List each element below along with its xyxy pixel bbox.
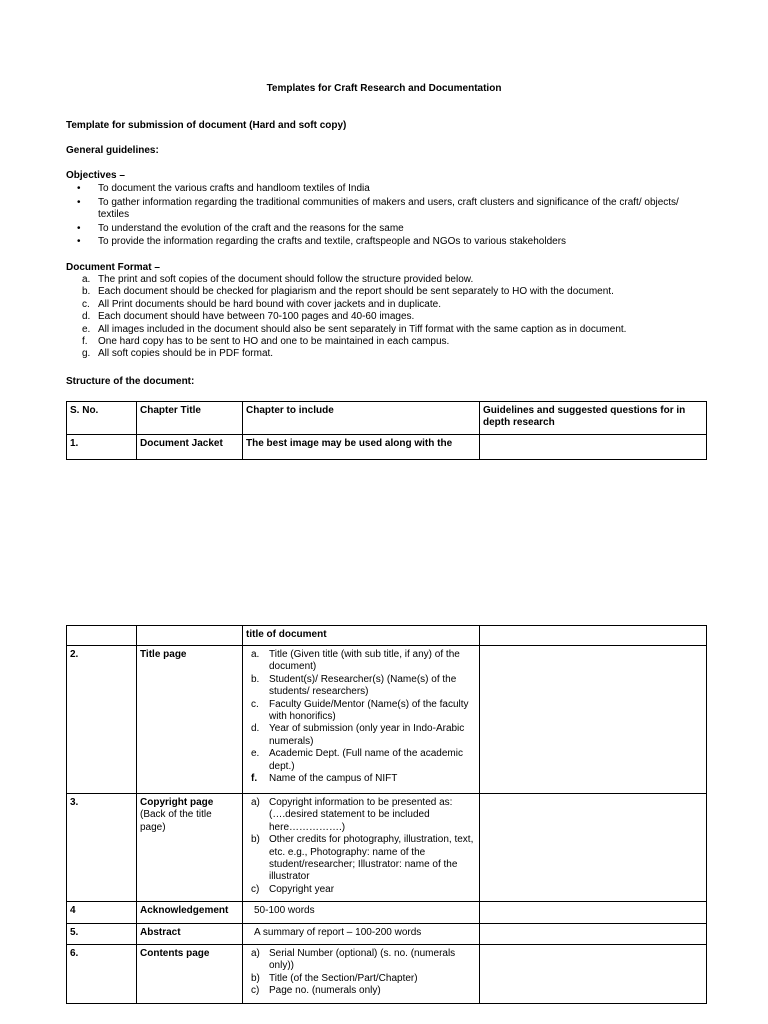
general-guidelines-heading: General guidelines: bbox=[66, 145, 159, 156]
list-item: e. All images included in the document should also be sent separately in Tiff format with the same caption as in document. bbox=[82, 323, 627, 335]
table-cell bbox=[480, 646, 707, 794]
bullet-icon: • bbox=[77, 236, 81, 247]
table-cell: Document Jacket bbox=[137, 435, 243, 460]
document-format-list bbox=[66, 274, 706, 361]
table-cell: 4 bbox=[67, 902, 137, 924]
list-item: a) Serial Number (optional) (s. no. (numerals only)) bbox=[251, 948, 456, 972]
table-row bbox=[67, 945, 707, 1004]
table-row bbox=[67, 902, 707, 924]
list-item: b. Each document should be checked for plagiarism and the report should be sent separately to HO with the document. bbox=[82, 286, 614, 298]
list-item: • To gather information regarding the traditional communities of makers and users, craft clusters and significance of the craft/ objects/ textiles bbox=[77, 196, 679, 220]
list-item: a. The print and soft copies of the document should follow the structure provided below. bbox=[82, 274, 474, 285]
table-cell: 3. bbox=[67, 794, 137, 902]
table-cell: Acknowledgement bbox=[137, 902, 243, 924]
table-cell: 5. bbox=[67, 924, 137, 945]
table-row bbox=[67, 646, 707, 794]
list-item: • To understand the evolution of the craft and the reasons for the same bbox=[77, 222, 404, 234]
table-cell: title of document bbox=[243, 626, 480, 646]
list-item: f. One hard copy has to be sent to HO and one to be maintained in each campus. bbox=[82, 336, 450, 348]
table-cell bbox=[480, 435, 707, 460]
list-item: a) Copyright information to be presented as: (….desired statement to be included here…………….) bbox=[251, 797, 453, 833]
document-title: Templates for Craft Research and Documentation bbox=[266, 83, 502, 94]
copyright-page-list bbox=[246, 797, 476, 896]
table-cell bbox=[243, 945, 480, 1004]
list-item: e. Academic Dept. (Full name of the academic dept.) bbox=[251, 748, 463, 772]
table-cell bbox=[67, 626, 137, 646]
structure-table-part-2 bbox=[66, 625, 707, 1004]
table-cell: Abstract bbox=[137, 924, 243, 945]
table-row bbox=[67, 794, 707, 902]
column-header-sno: S. No. bbox=[67, 402, 137, 435]
structure-table-part-1 bbox=[66, 401, 707, 460]
table-row bbox=[67, 924, 707, 945]
table-cell bbox=[243, 646, 480, 794]
bullet-icon: • bbox=[77, 183, 81, 194]
table-cell bbox=[137, 794, 243, 902]
list-item: • To provide the information regarding the crafts and textile, craftspeople and NGOs to various stakeholders bbox=[77, 236, 567, 247]
table-cell: Contents page bbox=[137, 945, 243, 1004]
chapter-title: Copyright page bbox=[140, 797, 214, 808]
contents-page-list bbox=[246, 948, 476, 998]
list-item: b) Title (of the Section/Part/Chapter) bbox=[251, 972, 418, 984]
column-header-chapter-title: Chapter Title bbox=[137, 402, 243, 435]
list-item: b) Other credits for photography, illustration, text, etc. e.g., Photography: name of the student/researcher; Illustrator: name of the illustrator bbox=[251, 834, 474, 883]
table-header-row bbox=[67, 402, 707, 435]
table-cell bbox=[480, 626, 707, 646]
document-format-heading: Document Format – bbox=[66, 262, 160, 273]
title-page-list bbox=[246, 649, 476, 785]
column-header-chapter-include: Chapter to include bbox=[243, 402, 480, 435]
table-row bbox=[67, 435, 707, 460]
column-header-guidelines: Guidelines and suggested questions for in depth research bbox=[480, 402, 707, 435]
table-cell: A summary of report – 100-200 words bbox=[243, 924, 480, 945]
template-heading: Template for submission of document (Hard and soft copy) bbox=[66, 120, 347, 131]
list-item: d. Year of submission (only year in Indo-Arabic numerals) bbox=[251, 723, 465, 747]
table-cell: 50-100 words bbox=[243, 902, 480, 924]
objectives-list bbox=[66, 183, 706, 250]
list-item: • To document the various crafts and handloom textiles of India bbox=[77, 183, 370, 194]
table-cell bbox=[243, 794, 480, 902]
objectives-heading: Objectives – bbox=[66, 170, 125, 181]
list-item: d. Each document should have between 70-100 pages and 40-60 images. bbox=[82, 311, 415, 323]
table-cell bbox=[480, 794, 707, 902]
chapter-subtitle: (Back of the title page) bbox=[140, 809, 212, 833]
table-row bbox=[67, 626, 707, 646]
list-item: g. All soft copies should be in PDF format. bbox=[82, 348, 274, 360]
table-cell: Title page bbox=[137, 646, 243, 794]
table-cell bbox=[480, 924, 707, 945]
list-item: c. Faculty Guide/Mentor (Name(s) of the faculty with honorifics) bbox=[251, 698, 469, 723]
list-item: c) Copyright year bbox=[251, 883, 335, 895]
list-item: c. All Print documents should be hard bound with cover jackets and in duplicate. bbox=[82, 298, 441, 310]
table-cell bbox=[480, 945, 707, 1004]
list-item: c) Page no. (numerals only) bbox=[251, 985, 381, 997]
table-cell: The best image may be used along with the bbox=[243, 435, 480, 460]
table-cell: 6. bbox=[67, 945, 137, 1004]
table-cell bbox=[137, 626, 243, 646]
table-cell: 2. bbox=[67, 646, 137, 794]
table-cell: 1. bbox=[67, 435, 137, 460]
list-item: b. Student(s)/ Researcher(s) (Name(s) of the students/ researchers) bbox=[251, 673, 457, 698]
list-item: a. Title (Given title (with sub title, if any) of the document) bbox=[251, 649, 460, 673]
structure-heading: Structure of the document: bbox=[66, 376, 195, 387]
list-item: f. Name of the campus of NIFT bbox=[251, 773, 398, 785]
bullet-icon: • bbox=[77, 196, 81, 208]
table-cell bbox=[480, 902, 707, 924]
bullet-icon: • bbox=[77, 222, 81, 234]
